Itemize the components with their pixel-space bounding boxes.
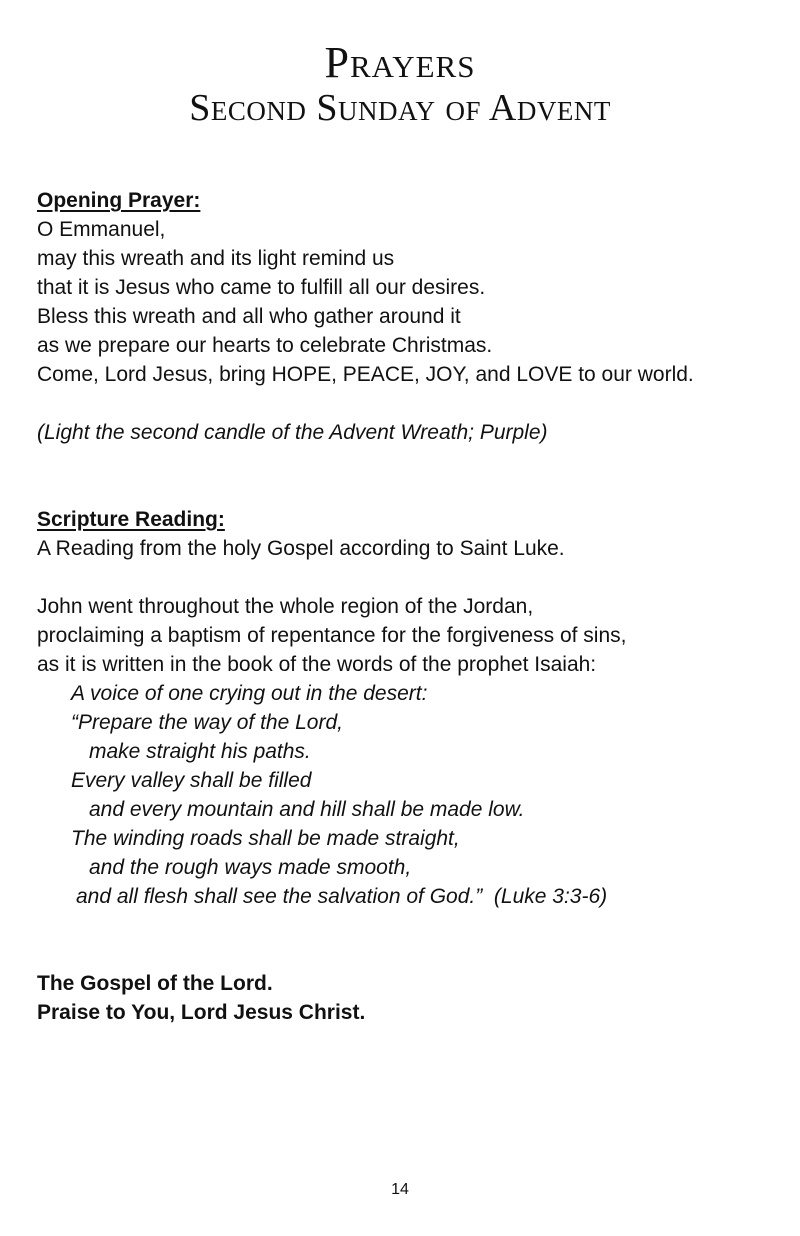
scripture-reading-section <box>37 505 777 1027</box>
prayer-line: that it is Jesus who came to fulfill all our desires. <box>37 276 486 299</box>
prayer-line: Come, Lord Jesus, bring HOPE, PEACE, JOY, and LOVE to our world. <box>37 363 694 386</box>
spacer <box>37 911 777 969</box>
quote-line: A voice of one crying out in the desert: <box>71 682 428 705</box>
quote-line: “Prepare the way of the Lord, <box>71 711 343 734</box>
page-content <box>37 186 777 1027</box>
quote-line-citation: and all flesh shall see the salvation of God.” (Luke 3:3-6) <box>76 885 608 908</box>
page-header <box>0 38 800 128</box>
prayer-line: may this wreath and its light remind us <box>37 247 395 270</box>
quote-line: make straight his paths. <box>89 740 311 763</box>
candle-instruction: (Light the second candle of the Advent Wreath; Purple) <box>37 421 548 444</box>
gospel-response: Praise to You, Lord Jesus Christ. <box>37 1001 366 1024</box>
reading-line: John went throughout the whole region of the Jordan, <box>37 595 534 618</box>
gospel-acclamation: The Gospel of the Lord. <box>37 972 273 995</box>
spacer <box>37 563 777 592</box>
page-subtitle: Second Sunday of Advent <box>189 87 611 129</box>
prayer-line: O Emmanuel, <box>37 218 166 241</box>
reading-intro: A Reading from the holy Gospel according to Saint Luke. <box>37 537 565 560</box>
quote-line: Every valley shall be filled <box>71 769 312 792</box>
reading-line: as it is written in the book of the words of the prophet Isaiah: <box>37 653 597 676</box>
spacer <box>37 389 777 418</box>
quote-line: and the rough ways made smooth, <box>89 856 412 879</box>
page-number: 14 <box>391 1181 409 1198</box>
prayer-line: Bless this wreath and all who gather around it <box>37 305 461 328</box>
prayer-line: as we prepare our hearts to celebrate Christmas. <box>37 334 493 357</box>
quote-line: The winding roads shall be made straight, <box>71 827 460 850</box>
page-title: Prayers <box>324 38 476 87</box>
opening-prayer-section <box>37 186 777 447</box>
opening-prayer-heading: Opening Prayer: <box>37 189 201 212</box>
scripture-reading-heading: Scripture Reading: <box>37 508 225 531</box>
spacer <box>37 447 777 505</box>
quote-line: and every mountain and hill shall be made low. <box>89 798 525 821</box>
reading-line: proclaiming a baptism of repentance for the forgiveness of sins, <box>37 624 627 647</box>
